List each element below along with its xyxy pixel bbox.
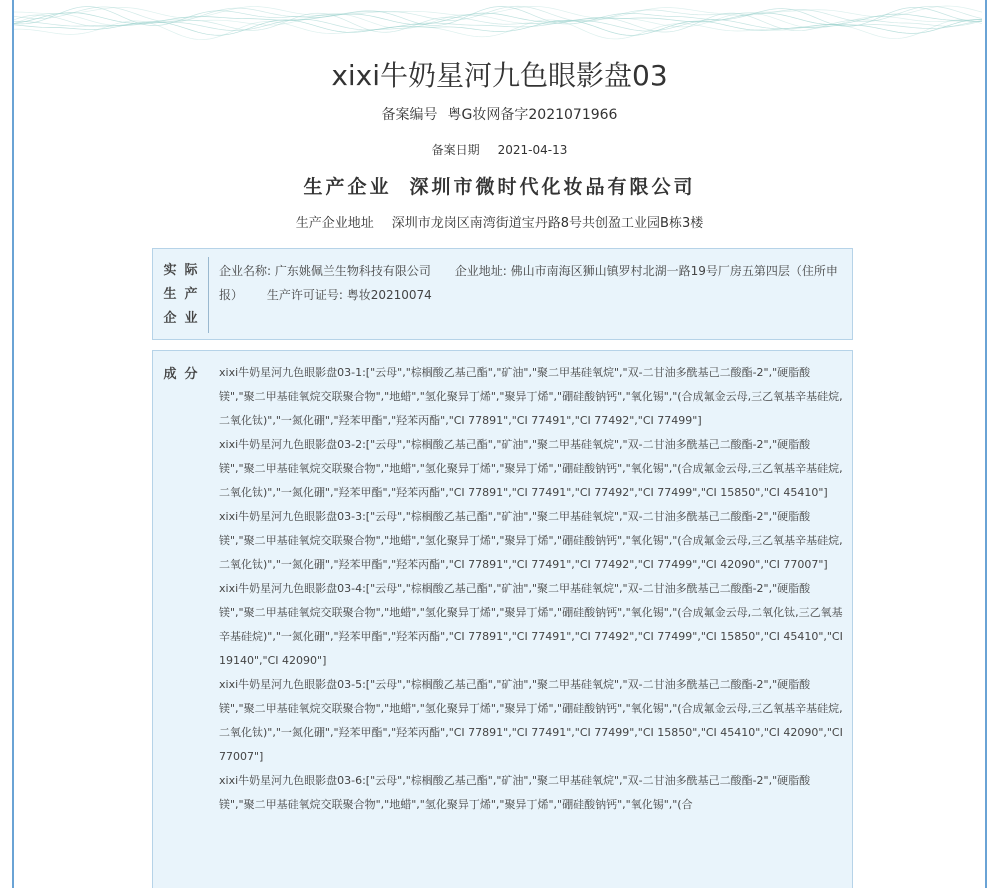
- actual-producer-label-line: 企业: [163, 311, 206, 326]
- ingredient-entry: xixi牛奶星河九色眼影盘03-4:["云母","棕榈酸乙基己酯","矿油","聚二甲基硅氧烷","双-二甘油多酰基己二酸酯-2","硬脂酸镁","聚二甲基硅氧烷交联聚合物","地蜡","氢化聚异丁烯","聚异丁烯","硼硅酸钠钙","氧化锡","(合成氟金云母,二氧化钛,三乙氧基辛基硅烷)","一氮化硼","羟苯甲酯","羟苯丙酯","CI 77891","CI 77491","CI 77492","CI 77499","CI 15850","CI 45410","CI 19140","CI 42090"]: [219, 582, 843, 667]
- company-name-value: 广东姚佩兰生物科技有限公司: [274, 264, 431, 278]
- actual-producer-label-line: 实际: [163, 263, 206, 278]
- ingredients-panel: [152, 350, 853, 888]
- manufacturer-address-line: [14, 212, 985, 231]
- guilloche-header-pattern: [14, 0, 985, 40]
- record-date-label: 备案日期: [431, 143, 480, 157]
- actual-producer-panel: [152, 248, 853, 340]
- panel-divider: [208, 257, 209, 333]
- ingredient-entry: xixi牛奶星河九色眼影盘03-3:["云母","棕榈酸乙基己酯","矿油","聚二甲基硅氧烷","双-二甘油多酰基己二酸酯-2","硬脂酸镁","聚二甲基硅氧烷交联聚合物","地蜡","氢化聚异丁烯","聚异丁烯","硼硅酸钠钙","氧化锡","(合成氟金云母,三乙氧基辛基硅烷,二氧化钛)","一氮化硼","羟苯甲酯","羟苯丙酯","CI 77891","CI 77491","CI 77492","CI 77499","CI 42090","CI 77007"]: [219, 510, 843, 571]
- ingredient-entry: xixi牛奶星河九色眼影盘03-1:["云母","棕榈酸乙基己酯","矿油","聚二甲基硅氧烷","双-二甘油多酰基己二酸酯-2","硬脂酸镁","聚二甲基硅氧烷交联聚合物","地蜡","氢化聚异丁烯","聚异丁烯","硼硅酸钠钙","氧化锡","(合成氟金云母,三乙氧基辛基硅烷,二氧化钛)","一氮化硼","羟苯甲酯","羟苯丙酯","CI 77891","CI 77491","CI 77492","CI 77499"]: [219, 366, 843, 427]
- record-date-line: [14, 141, 985, 158]
- actual-producer-label-line: 生产: [163, 287, 206, 302]
- ingredient-entry: xixi牛奶星河九色眼影盘03-2:["云母","棕榈酸乙基己酯","矿油","聚二甲基硅氧烷","双-二甘油多酰基己二酸酯-2","硬脂酸镁","聚二甲基硅氧烷交联聚合物","地蜡","氢化聚异丁烯","聚异丁烯","硼硅酸钠钙","氧化锡","(合成氟金云母,三乙氧基辛基硅烷,二氧化钛)","一氮化硼","羟苯甲酯","羟苯丙酯","CI 77891","CI 77491","CI 77492","CI 77499","CI 15850","CI 45410"]: [219, 438, 843, 499]
- license-label: 生产许可证号:: [266, 288, 343, 302]
- actual-producer-label: [153, 259, 208, 331]
- actual-producer-details: [219, 259, 839, 307]
- manufacturer-name: 深圳市微时代化妆品有限公司: [409, 176, 696, 198]
- record-number-value: 粤G妆网备字2021071966: [447, 107, 618, 123]
- product-title: xixi牛奶星河九色眼影盘03: [331, 59, 668, 92]
- manufacturer-address-label: 生产企业地址: [295, 216, 374, 231]
- ingredients-list: [219, 361, 843, 817]
- record-number-line: [14, 104, 985, 124]
- manufacturer-address-value: 深圳市龙岗区南湾街道宝丹路8号共创盈工业园B栋3楼: [391, 216, 704, 231]
- record-number-label: 备案编号: [381, 107, 438, 123]
- license-value: 粤妆20210074: [346, 288, 432, 302]
- company-address-label: 企业地址:: [454, 264, 507, 278]
- ingredients-label: 成分: [163, 367, 206, 382]
- ingredient-entry: xixi牛奶星河九色眼影盘03-5:["云母","棕榈酸乙基己酯","矿油","聚二甲基硅氧烷","双-二甘油多酰基己二酸酯-2","硬脂酸镁","聚二甲基硅氧烷交联聚合物","地蜡","氢化聚异丁烯","聚异丁烯","硼硅酸钠钙","氧化锡","(合成氟金云母,三乙氧基辛基硅烷,二氧化钛)","一氮化硼","羟苯甲酯","羟苯丙酯","CI 77891","CI 77491","CI 77499","CI 15850","CI 45410","CI 42090","CI 77007"]: [219, 678, 843, 763]
- record-date-value: 2021-04-13: [497, 143, 568, 157]
- ingredient-entry: xixi牛奶星河九色眼影盘03-6:["云母","棕榈酸乙基己酯","矿油","聚二甲基硅氧烷","双-二甘油多酰基己二酸酯-2","硬脂酸镁","聚二甲基硅氧烷交联聚合物","地蜡","氢化聚异丁烯","聚异丁烯","硼硅酸钠钙","氧化锡","(合: [219, 774, 811, 811]
- manufacturer-line: [14, 172, 985, 199]
- document-frame: [12, 0, 987, 888]
- manufacturer-label: 生产企业: [303, 176, 392, 198]
- company-address-value: 佛山市南海区狮山镇罗村北湖一路19号厂房五第四层（住所申报）: [219, 264, 838, 302]
- company-name-label: 企业名称:: [219, 264, 272, 278]
